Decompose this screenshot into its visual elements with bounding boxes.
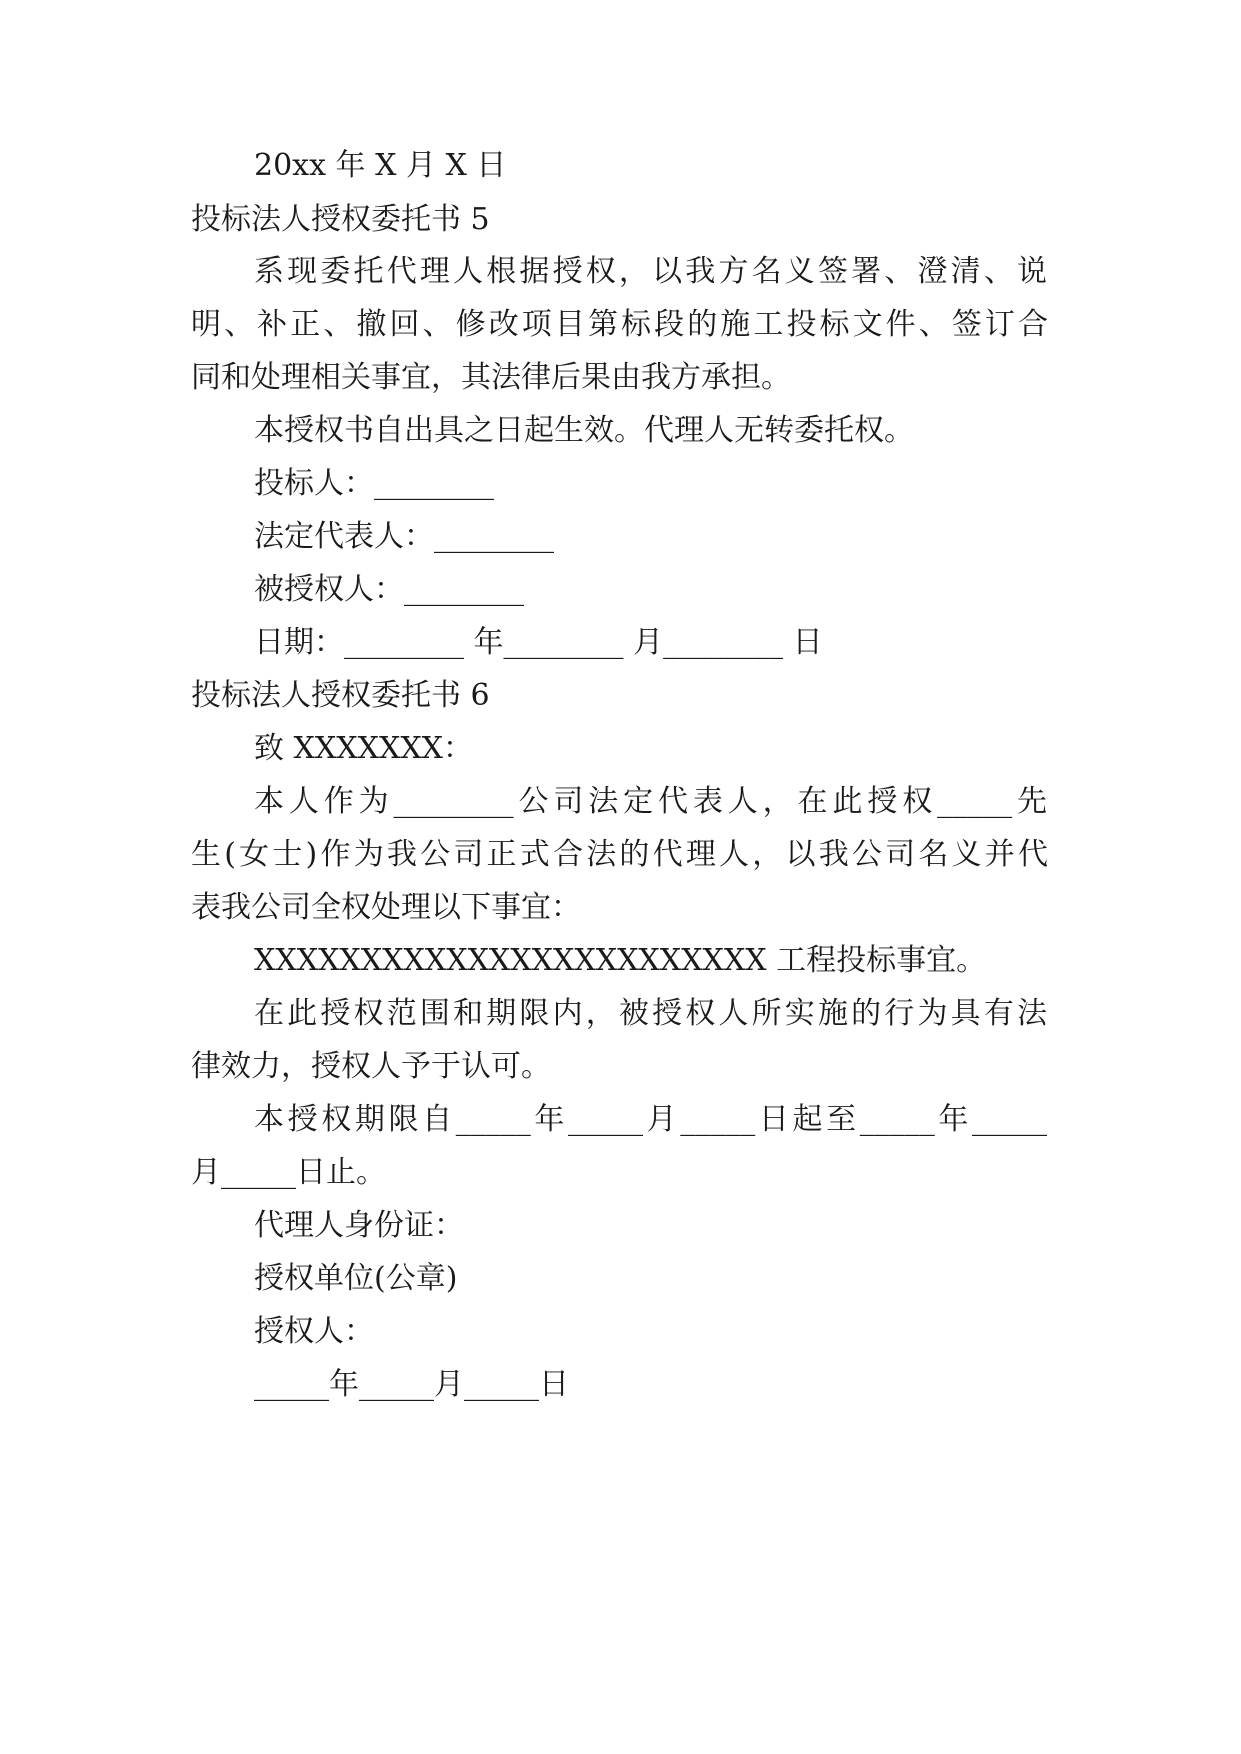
authorizer-field: 授权人： bbox=[254, 1314, 374, 1349]
agent-id-field: 代理人身份证： bbox=[254, 1208, 464, 1243]
paragraph-line: 月_____日止。 bbox=[191, 1155, 386, 1190]
paragraph-line: 同和处理相关事宜，其法律后果由我方承担。 bbox=[191, 360, 791, 395]
date-line: 20xx 年 X 月 X 日 bbox=[254, 148, 507, 183]
paragraph-line: 本授权书自出具之日起生效。代理人无转委托权。 bbox=[254, 413, 914, 448]
paragraph-line: 在此授权范围和期限内，被授权人所实施的行为具有法 bbox=[254, 996, 1047, 1031]
paragraph-line: 生(女士)作为我公司正式合法的代理人，以我公司名义并代 bbox=[191, 837, 1048, 872]
paragraph-line: 明、补正、撤回、修改项目第标段的施工投标文件、签订合 bbox=[191, 307, 1048, 342]
project-line: XXXXXXXXXXXXXXXXXXXXXXXX 工程投标事宜。 bbox=[254, 943, 987, 978]
paragraph-line: 系现委托代理人根据授权，以我方名义签署、澄清、说 bbox=[254, 254, 1047, 289]
authorized-person-field: 被授权人：________ bbox=[254, 572, 524, 607]
paragraph-line: 律效力，授权人予于认可。 bbox=[191, 1049, 551, 1084]
section-title-6: 投标法人授权委托书 6 bbox=[191, 678, 490, 713]
paragraph-line: 表我公司全权处理以下事宜： bbox=[191, 890, 581, 925]
section-title-5: 投标法人授权委托书 5 bbox=[191, 202, 490, 237]
paragraph-line: 本人作为________公司法定代表人，在此授权_____先 bbox=[254, 784, 1047, 819]
authorizing-unit-field: 授权单位(公章) bbox=[254, 1261, 458, 1296]
addressee-line: 致 XXXXXXX： bbox=[254, 731, 474, 766]
paragraph-line: 本授权期限自_____年_____月_____日起至_____年_____ bbox=[254, 1102, 1047, 1137]
signature-date-line: _____年_____月_____日 bbox=[254, 1367, 569, 1402]
legal-representative-field: 法定代表人：________ bbox=[254, 519, 554, 554]
bidder-field: 投标人：________ bbox=[254, 466, 494, 501]
date-field: 日期：________ 年________ 月________ 日 bbox=[254, 625, 823, 660]
